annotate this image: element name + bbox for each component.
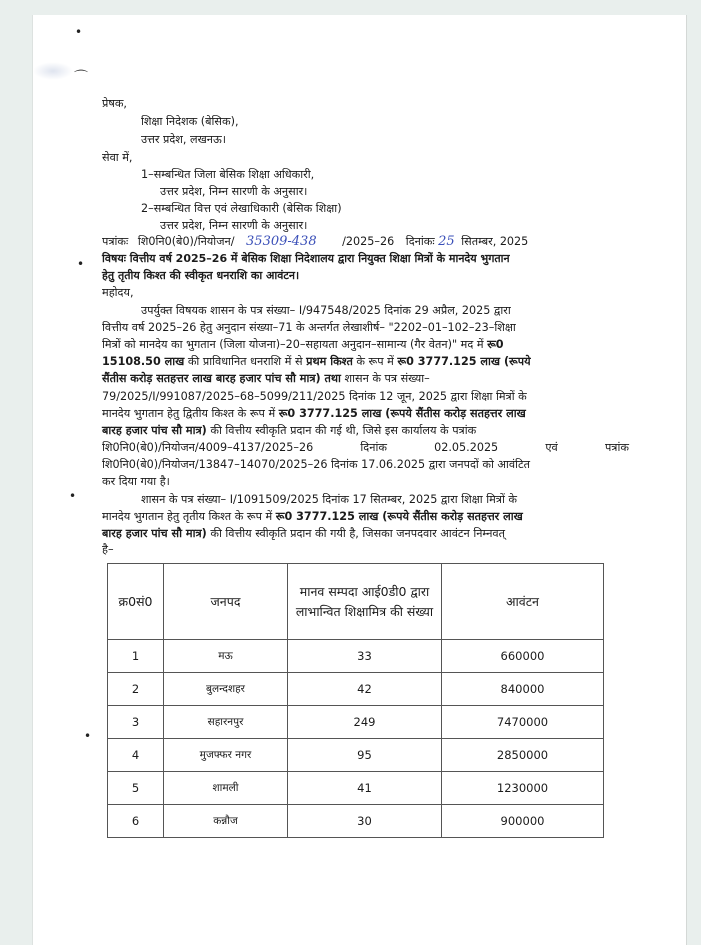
district-cell: मऊ	[164, 640, 288, 673]
para1-line6: 79/2025/I/991087/2025–68–5099/211/2025 दिनांक 12 जून, 2025 द्वारा शिक्षा मित्रों के	[102, 390, 527, 403]
serial-cell: 2	[108, 673, 164, 706]
col-header-allocation: आवंटन	[442, 564, 604, 640]
to-label: सेवा में,	[102, 151, 133, 164]
allocation-cell: 660000	[442, 640, 604, 673]
table-header-row	[108, 564, 604, 640]
recipient1-line1: 1–सम्बन्धित जिला बेसिक शिक्षा अधिकारी,	[141, 168, 315, 181]
sender-line1: शिक्षा निदेशक (बेसिक),	[141, 115, 239, 128]
serial-cell: 6	[108, 805, 164, 838]
scan-dot-mark: •	[77, 257, 85, 271]
para1-line1: उपर्युक्त विषयक शासन के पत्र संख्या– I/947548/2025 दिनांक 29 अप्रैल, 2025 द्वारा	[141, 304, 511, 317]
col-header-beneficiary-count: मानव सम्पदा आई0डी0 द्वारा लाभान्वित शिक्षामित्र की संख्या	[288, 564, 442, 640]
district-cell: बुलन्दशहर	[164, 673, 288, 706]
subject-line1: विषयः वित्तीय वर्ष 2025–26 में बेसिक शिक्षा निदेशालय द्वारा नियुक्त शिक्षा मित्रों के मानदेय भुगतान	[102, 252, 510, 265]
para1-line8: बारह हजार पांच सौ मात्र) की वित्तीय स्वीकृति प्रदान की गई थी, जिसे इस कार्यालय के पत्रांक	[102, 424, 477, 437]
count-cell: 95	[288, 739, 442, 772]
allocation-cell: 7470000	[442, 706, 604, 739]
ref-suffix: /2025–26	[342, 235, 395, 248]
count-cell: 33	[288, 640, 442, 673]
para1-line10: शि0नि0(बे0)/नियोजन/13847–14070/2025–26 दिनांक 17.06.2025 द्वारा जनपदों को आवंटित	[102, 458, 530, 471]
allocation-cell: 1230000	[442, 772, 604, 805]
para2-line1: शासन के पत्र संख्या– I/1091509/2025 दिनांक 17 सितम्बर, 2025 द्वारा शिक्षा मित्रों के	[141, 493, 518, 506]
district-cell: शामली	[164, 772, 288, 805]
para1-line9: शि0नि0(बे0)/नियोजन/4009–4137/2025–26 दिनांक 02.05.2025 एवं पत्रांक	[102, 441, 629, 454]
recipient2-line1: 2–सम्बन्धित वित्त एवं लेखाधिकारी (बेसिक शिक्षा)	[141, 202, 342, 215]
date-handwritten: 25	[438, 234, 455, 249]
table-row	[108, 739, 604, 772]
para1-line2: वित्तीय वर्ष 2025–26 हेतु अनुदान संख्या–71 के अन्तर्गत लेखाशीर्ष– "2202–01–102–23–शिक्षा	[102, 321, 516, 334]
allocation-table	[107, 563, 604, 838]
ref-label: पत्रांकः	[102, 235, 129, 248]
allocation-cell: 2850000	[442, 739, 604, 772]
hole-punch-mark: ⌒	[74, 70, 88, 86]
subject-line2: हेतु तृतीय किश्त की स्वीकृत धनराशि का आवंटन।	[102, 269, 300, 282]
para1-line3: मित्रों को मानदेय का भुगतान (जिला योजना)–20–सहायता अनुदान–सामान्य (गैर वेतन)" मद में रू0	[102, 338, 504, 351]
scan-dot-mark: •	[84, 729, 92, 743]
table-row	[108, 706, 604, 739]
count-cell: 42	[288, 673, 442, 706]
para1-line11: कर दिया गया है।	[102, 475, 170, 488]
serial-cell: 5	[108, 772, 164, 805]
count-cell: 249	[288, 706, 442, 739]
para2-line3: बारह हजार पांच सौ मात्र) की वित्तीय स्वीकृति प्रदान की गयी है, जिसका जनपदवार आवंटन निम्नवत्	[102, 527, 506, 540]
sender-line2: उत्तर प्रदेश, लखनऊ।	[141, 133, 226, 146]
salutation: महोदय,	[102, 286, 134, 299]
para1-line5: सैंतीस करोड़ सतहत्तर लाख बारह हजार पांच सौ मात्र) तथा शासन के पत्र संख्या–	[102, 372, 430, 385]
count-cell: 30	[288, 805, 442, 838]
serial-cell: 4	[108, 739, 164, 772]
scan-smudge	[33, 62, 73, 80]
reference-line	[102, 234, 528, 249]
serial-cell: 3	[108, 706, 164, 739]
recipient2-line2: उत्तर प्रदेश, निम्न सारणी के अनुसार।	[160, 219, 308, 232]
table-row	[108, 805, 604, 838]
date-label: दिनांकः	[405, 235, 435, 248]
district-cell: सहारनपुर	[164, 706, 288, 739]
para2-line4: है–	[102, 543, 114, 556]
date-suffix: सितम्बर, 2025	[461, 235, 529, 248]
sender-label: प्रेषक,	[102, 97, 127, 110]
para1-line4: 15108.50 लाख की प्राविधानित धनराशि में से प्रथम किश्त के रूप में रू0 3777.125 लाख (रूपये	[102, 355, 531, 368]
ref-prefix: शि0नि0(बे0)/नियोजन/	[137, 235, 235, 248]
serial-cell: 1	[108, 640, 164, 673]
scan-dot-mark: •	[75, 25, 83, 39]
table-row	[108, 673, 604, 706]
table-row	[108, 640, 604, 673]
allocation-cell: 840000	[442, 673, 604, 706]
ref-number-handwritten: 35309-438	[246, 234, 317, 249]
table-row	[108, 772, 604, 805]
district-cell: मुजफ्फर नगर	[164, 739, 288, 772]
district-cell: कन्नौज	[164, 805, 288, 838]
recipient1-line2: उत्तर प्रदेश, निम्न सारणी के अनुसार।	[160, 185, 308, 198]
scan-dot-mark: •	[69, 489, 77, 503]
count-cell: 41	[288, 772, 442, 805]
col-header-district: जनपद	[164, 564, 288, 640]
allocation-cell: 900000	[442, 805, 604, 838]
col-header-serial: क्र0सं0	[108, 564, 164, 640]
para1-line7: मानदेय भुगतान हेतु द्वितीय किश्त के रूप में रू0 3777.125 लाख (रूपये सैंतीस करोड़ सतहत्तर लाख	[102, 407, 526, 420]
para2-line2: मानदेय भुगतान हेतु तृतीय किश्त के रूप में रू0 3777.125 लाख (रूपये सैंतीस करोड़ सतहत्तर लाख	[102, 510, 523, 523]
